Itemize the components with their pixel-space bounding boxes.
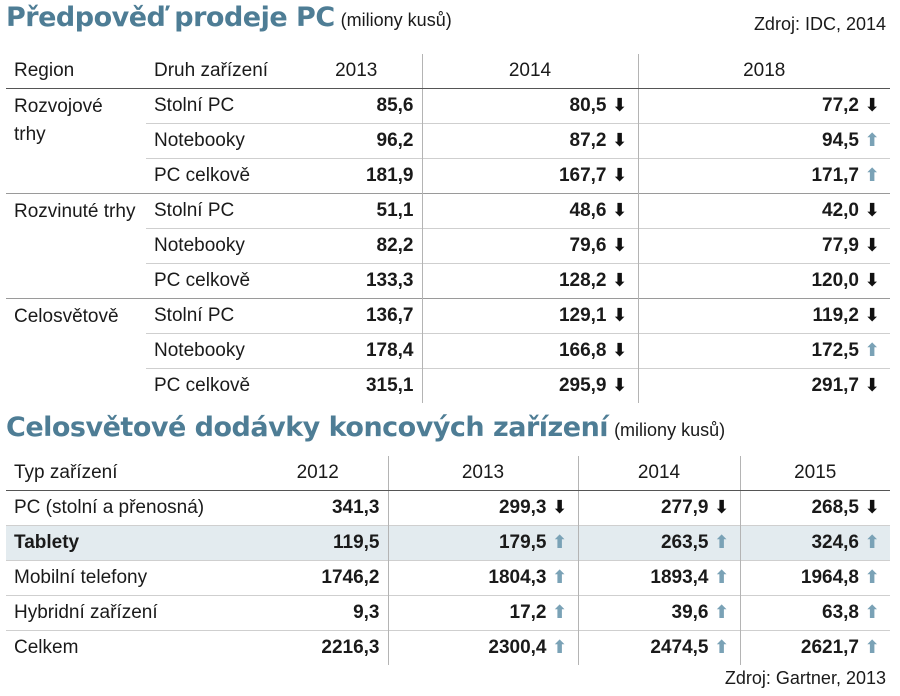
cell-value: 2474,5	[650, 637, 709, 658]
cell-2015	[740, 561, 890, 596]
cell-value: 77,9	[822, 235, 859, 256]
cell-value: 80,5	[569, 95, 607, 116]
cell-2018	[638, 299, 890, 334]
arrow-up-icon: ⬆	[551, 602, 568, 622]
cell-2014	[422, 299, 638, 334]
arrow-up-icon: ⬆	[551, 532, 568, 552]
arrow-down-icon: ⬇	[551, 497, 568, 517]
cell-2014	[422, 194, 638, 229]
cell-2012	[248, 596, 388, 631]
cell-2013	[388, 561, 578, 596]
col-header-2013: 2013	[291, 54, 422, 89]
cell-value: 77,2	[822, 95, 859, 116]
cell-2018	[638, 369, 890, 404]
table2-source: Zdroj: Gartner, 2013	[724, 668, 886, 688]
arrow-up-icon: ⬆	[864, 165, 880, 185]
cell-value: 299,3	[498, 497, 547, 518]
table-row	[6, 299, 890, 334]
cell-value: 2216,3	[321, 637, 380, 658]
cell-2015	[740, 526, 890, 561]
cell-2013	[291, 334, 422, 369]
arrow-up-icon: ⬆	[864, 637, 880, 657]
arrow-up-icon: ⬆	[713, 602, 730, 622]
arrow-down-icon: ⬇	[864, 235, 880, 255]
cell-value: 87,2	[569, 130, 607, 151]
cell-value: 1964,8	[800, 567, 859, 588]
cell-2012	[248, 491, 388, 526]
table2-title: Celosvětové dodávky koncových zařízení	[6, 412, 609, 443]
arrow-down-icon: ⬇	[864, 95, 880, 115]
arrow-down-icon: ⬇	[864, 305, 880, 325]
cell-value: 295,9	[558, 375, 607, 396]
cell-2018	[638, 89, 890, 124]
col-header-device-type: Typ zařízení	[6, 456, 248, 491]
cell-value: 263,5	[660, 532, 709, 553]
cell-2014	[578, 561, 740, 596]
col-header-region: Region	[6, 54, 146, 89]
table-row	[6, 526, 890, 561]
cell-value: 48,6	[569, 200, 607, 221]
cell-2013	[388, 596, 578, 631]
cell-value: 1746,2	[321, 567, 380, 588]
cell-value: 277,9	[660, 497, 709, 518]
arrow-down-icon: ⬇	[611, 340, 628, 360]
cell-2014	[422, 264, 638, 299]
device-type-label: Stolní PC	[146, 194, 291, 229]
arrow-up-icon: ⬆	[864, 567, 880, 587]
arrow-up-icon: ⬆	[713, 532, 730, 552]
device-type-label: Notebooky	[146, 229, 291, 264]
cell-2013	[291, 369, 422, 404]
col-header-2015: 2015	[740, 456, 890, 491]
table-row	[6, 89, 890, 124]
col-header-2014: 2014	[578, 456, 740, 491]
device-shipments-table	[6, 456, 890, 665]
cell-value: 1893,4	[650, 567, 709, 588]
arrow-down-icon: ⬇	[611, 375, 628, 395]
cell-value: 172,5	[811, 340, 859, 361]
cell-value: 268,5	[811, 497, 859, 518]
cell-2013	[291, 194, 422, 229]
table1-source: Zdroj: IDC, 2014	[753, 14, 886, 34]
cell-value: 119,5	[333, 532, 380, 553]
cell-value: 166,8	[558, 340, 607, 361]
arrow-down-icon: ⬇	[864, 497, 880, 517]
table1-unit: (miliony kusů)	[340, 10, 452, 30]
cell-2014	[422, 369, 638, 404]
cell-2018	[638, 334, 890, 369]
cell-value: 1804,3	[488, 567, 547, 588]
col-header-2012: 2012	[248, 456, 388, 491]
device-type-label: PC celkově	[146, 264, 291, 299]
arrow-up-icon: ⬆	[864, 602, 880, 622]
cell-2015	[740, 631, 890, 666]
arrow-down-icon: ⬇	[611, 130, 628, 150]
cell-value: 85,6	[376, 95, 414, 116]
device-type-label: Celkem	[6, 631, 248, 666]
table1-title-row	[6, 2, 452, 33]
cell-value: 128,2	[558, 270, 607, 291]
device-type-label: Tablety	[6, 526, 248, 561]
cell-2014	[422, 159, 638, 194]
table2-title-row	[6, 412, 725, 443]
cell-2013	[291, 124, 422, 159]
cell-2013	[291, 89, 422, 124]
cell-value: 181,9	[365, 165, 414, 186]
arrow-up-icon: ⬆	[713, 567, 730, 587]
cell-2012	[248, 561, 388, 596]
cell-value: 167,7	[558, 165, 607, 186]
cell-value: 119,2	[812, 305, 859, 326]
region-label: Celosvětově	[6, 299, 146, 404]
cell-2018	[638, 264, 890, 299]
cell-2013	[388, 491, 578, 526]
device-type-label: PC (stolní a přenosná)	[6, 491, 248, 526]
cell-value: 39,6	[671, 602, 709, 623]
cell-value: 17,2	[509, 602, 547, 623]
cell-2014	[578, 596, 740, 631]
arrow-down-icon: ⬇	[864, 200, 880, 220]
cell-value: 96,2	[376, 130, 414, 151]
cell-value: 171,7	[811, 165, 859, 186]
cell-value: 120,0	[811, 270, 859, 291]
cell-value: 2300,4	[488, 637, 547, 658]
device-type-label: Notebooky	[146, 124, 291, 159]
table-row	[6, 561, 890, 596]
cell-2013	[291, 229, 422, 264]
device-type-label: PC celkově	[146, 369, 291, 404]
cell-value: 136,7	[365, 305, 414, 326]
col-header-2014: 2014	[422, 54, 638, 89]
region-label: Rozvojové trhy	[14, 96, 103, 145]
cell-2018	[638, 159, 890, 194]
col-header-device-type: Druh zařízení	[146, 54, 291, 89]
cell-2018	[638, 124, 890, 159]
cell-2013	[388, 631, 578, 666]
cell-2013	[291, 299, 422, 334]
arrow-down-icon: ⬇	[611, 165, 628, 185]
arrow-down-icon: ⬇	[611, 200, 628, 220]
cell-2013	[291, 264, 422, 299]
cell-value: 94,5	[822, 130, 859, 151]
arrow-up-icon: ⬆	[551, 637, 568, 657]
cell-value: 63,8	[822, 602, 859, 623]
table-row	[6, 596, 890, 631]
cell-value: 133,3	[365, 270, 414, 291]
device-type-label: PC celkově	[146, 159, 291, 194]
arrow-up-icon: ⬆	[864, 532, 880, 552]
table1-title: Předpověď prodeje PC	[6, 2, 335, 33]
arrow-down-icon: ⬇	[611, 95, 628, 115]
table2-header-row	[6, 456, 890, 491]
device-type-label: Stolní PC	[146, 299, 291, 334]
arrow-up-icon: ⬆	[864, 340, 880, 360]
cell-value: 2621,7	[800, 637, 859, 658]
cell-2018	[638, 229, 890, 264]
arrow-down-icon: ⬇	[611, 235, 628, 255]
cell-value: 129,1	[558, 305, 607, 326]
col-header-2013: 2013	[388, 456, 578, 491]
cell-2012	[248, 631, 388, 666]
arrow-up-icon: ⬆	[713, 637, 730, 657]
cell-value: 341,3	[331, 497, 380, 518]
cell-value: 178,4	[365, 340, 414, 361]
table-row	[6, 631, 890, 666]
cell-2012	[248, 526, 388, 561]
cell-2014	[578, 526, 740, 561]
cell-2014	[422, 334, 638, 369]
cell-value: 9,3	[353, 602, 380, 623]
arrow-down-icon: ⬇	[864, 375, 880, 395]
arrow-down-icon: ⬇	[713, 497, 730, 517]
arrow-down-icon: ⬇	[611, 305, 628, 325]
cell-2013	[388, 526, 578, 561]
cell-value: 179,5	[498, 532, 547, 553]
arrow-up-icon: ⬆	[864, 130, 880, 150]
cell-2014	[422, 89, 638, 124]
cell-2014	[578, 491, 740, 526]
device-type-label: Notebooky	[146, 334, 291, 369]
cell-value: 42,0	[822, 200, 859, 221]
table-row	[6, 194, 890, 229]
col-header-2018: 2018	[638, 54, 890, 89]
cell-value: 324,6	[811, 532, 859, 553]
cell-2015	[740, 596, 890, 631]
arrow-up-icon: ⬆	[551, 567, 568, 587]
cell-2013	[291, 159, 422, 194]
arrow-down-icon: ⬇	[611, 270, 628, 290]
cell-value: 315,1	[365, 375, 414, 396]
table-row	[6, 491, 890, 526]
region-label: Rozvinuté trhy	[6, 194, 146, 299]
device-type-label: Mobilní telefony	[6, 561, 248, 596]
pc-sales-forecast-table	[6, 54, 890, 403]
cell-value: 291,7	[811, 375, 859, 396]
cell-2014	[422, 124, 638, 159]
device-type-label: Hybridní zařízení	[6, 596, 248, 631]
cell-2015	[740, 491, 890, 526]
cell-2018	[638, 194, 890, 229]
cell-2014	[578, 631, 740, 666]
device-type-label: Stolní PC	[154, 95, 235, 116]
cell-value: 82,2	[376, 235, 414, 256]
arrow-down-icon: ⬇	[864, 270, 880, 290]
table2-unit: (miliony kusů)	[614, 420, 726, 440]
cell-value: 79,6	[569, 235, 607, 256]
cell-value: 51,1	[376, 200, 414, 221]
table1-header-row	[6, 54, 890, 89]
cell-2014	[422, 229, 638, 264]
